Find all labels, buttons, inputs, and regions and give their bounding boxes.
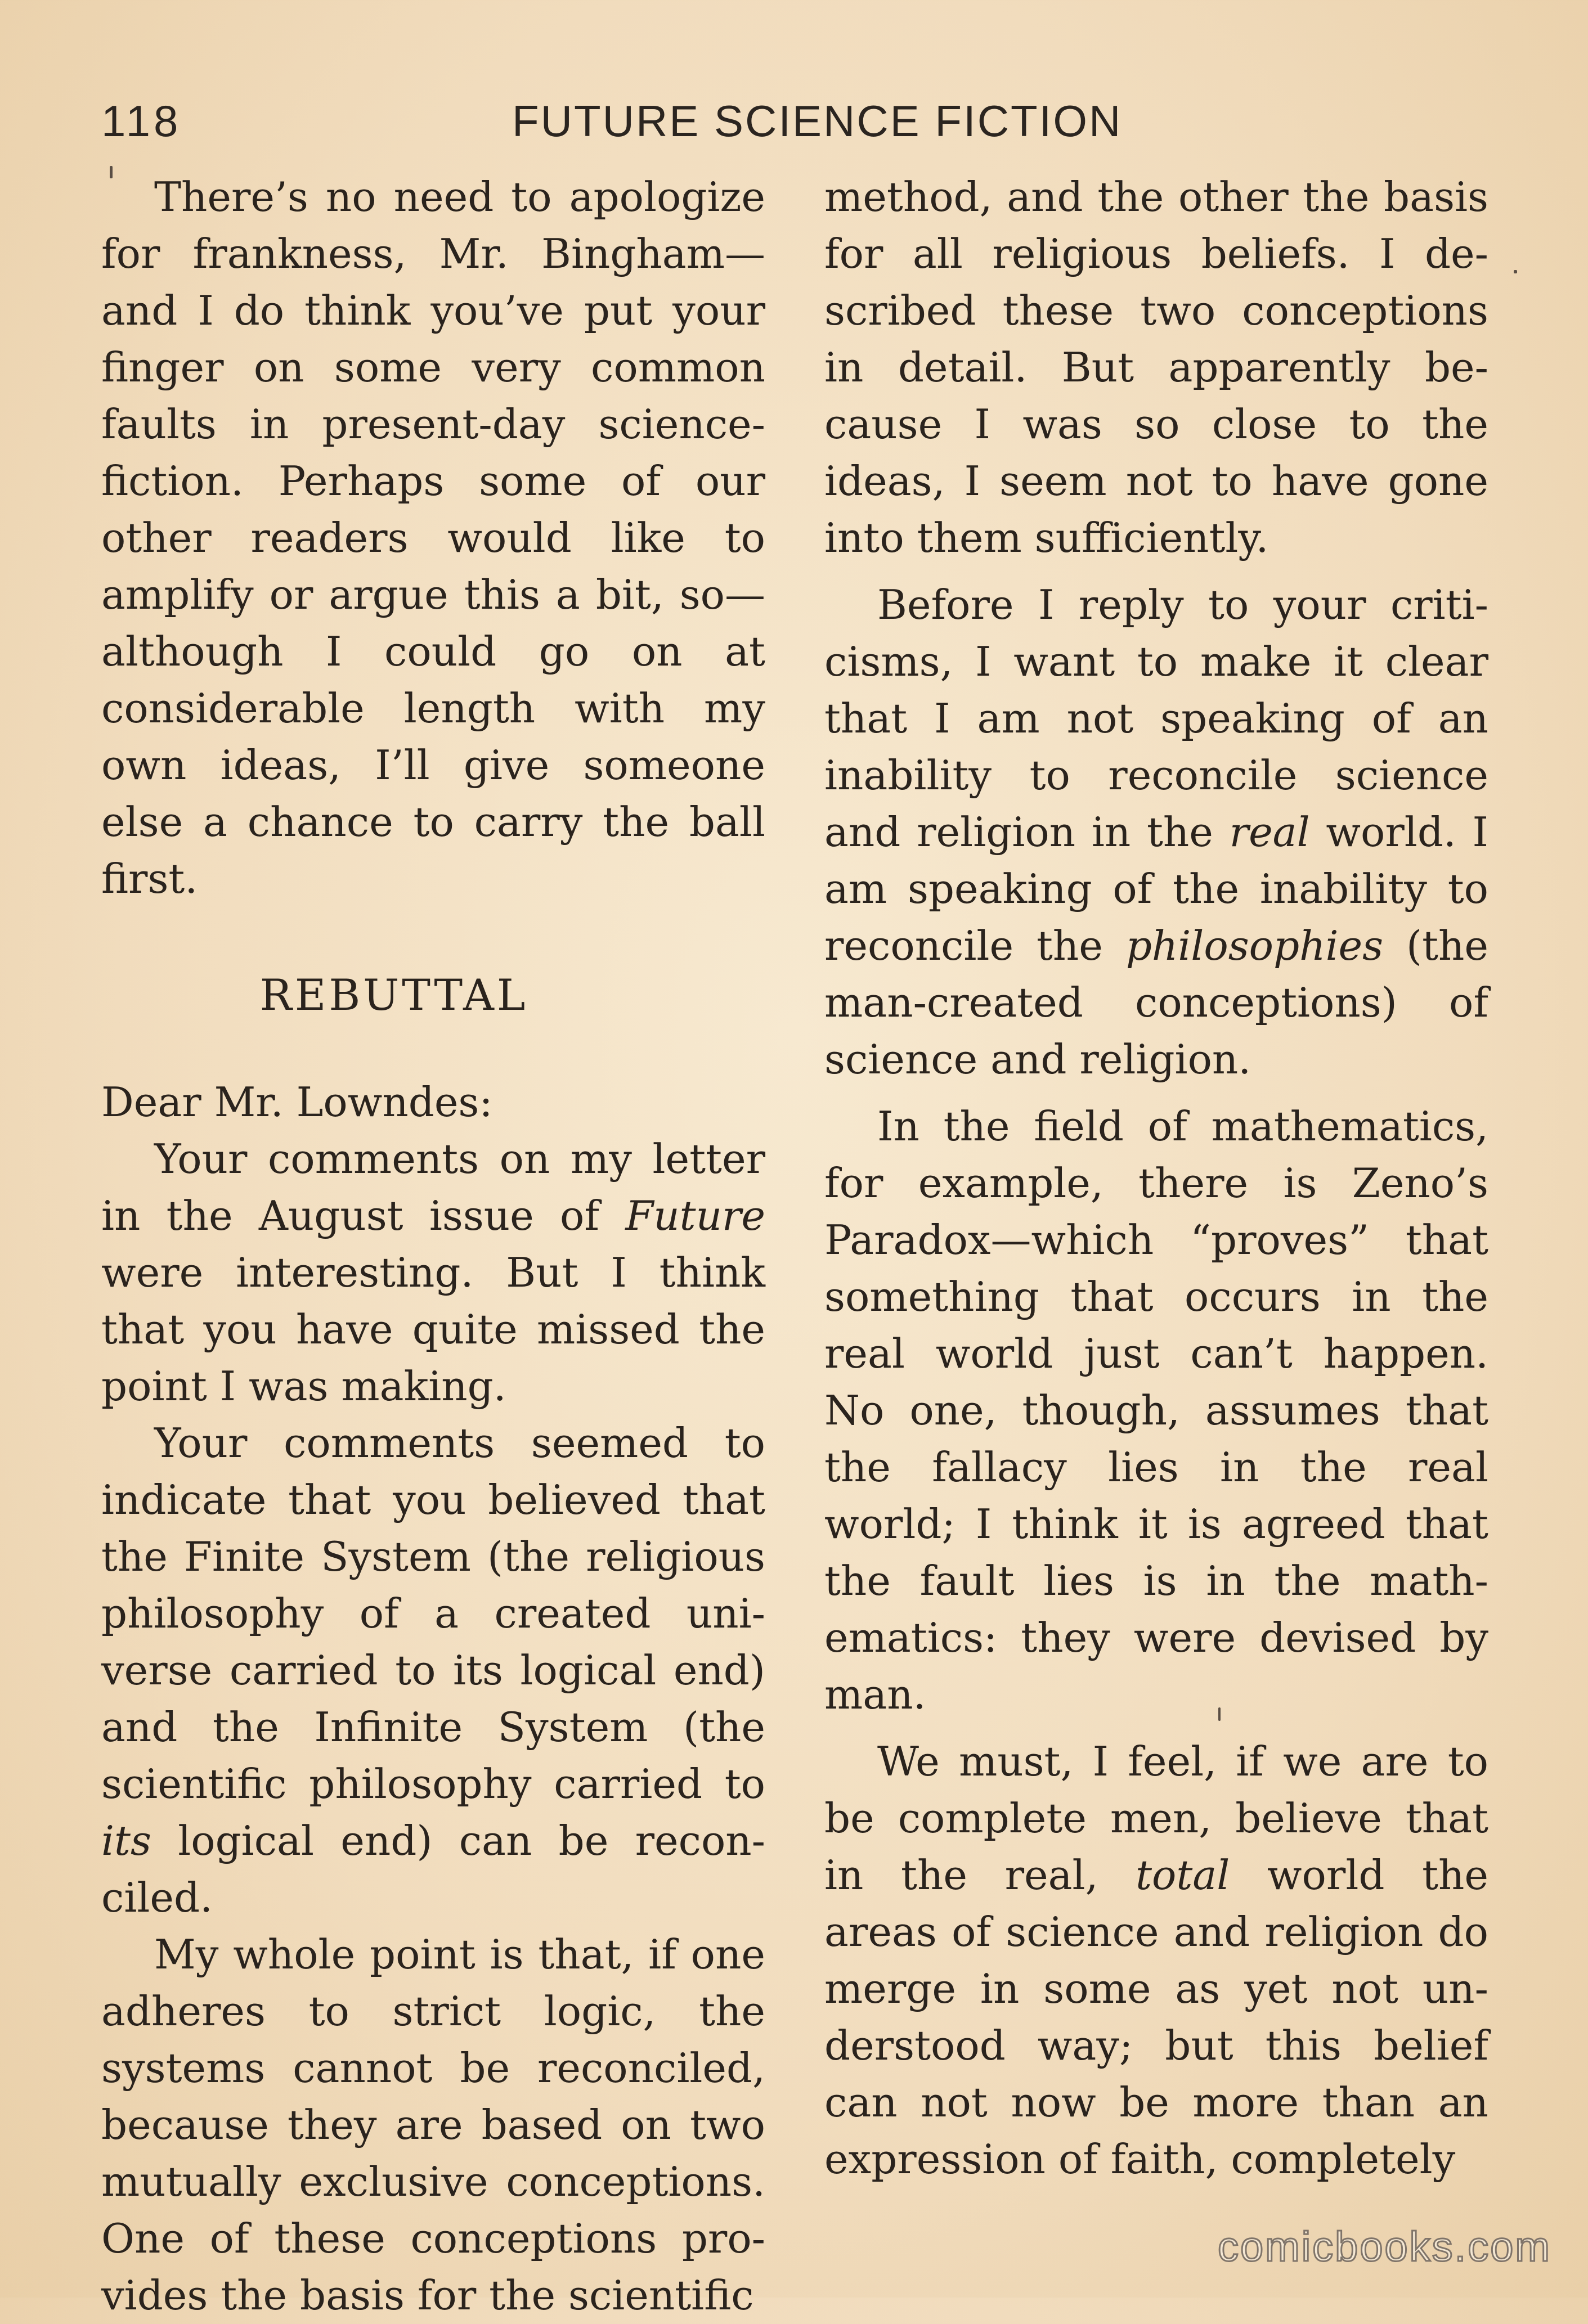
letter-paragraph-3: My whole point is that, if one adheres to strict logic, the systems cannot be reconciled, because they are based on two mutually exclusive conceptions. One of these conceptions provides the basis for the scientific <box>101 1931 765 2319</box>
print-speck <box>1514 270 1517 273</box>
running-title: FUTURE SCIENCE FICTION <box>512 96 1123 146</box>
text-run: were interesting. But I think that you have quite missed the point I was making. <box>101 1249 765 1410</box>
source-watermark: comicbooks.com <box>1217 2223 1551 2270</box>
letter-paragraph-continued: method, and the other the basis for all religious beliefs. I described these two conceptions in detail. But apparently because I was so close to the ideas, I seem not to have gone into them sufficiently. <box>824 173 1488 561</box>
text-run: Your comments seemed to indicate that you believed that the Finite System (the religious philosophy of a created universe carried to its logical end) and the Infinite System (the scientific philosophy carried to <box>101 1419 765 1808</box>
letter-paragraph-4 <box>824 577 1488 1088</box>
emphasis-italic: total <box>1136 1851 1230 1899</box>
letter-paragraph-5: In the field of mathematics, for example, there is Zeno’s Paradox—which “proves” that something that occurs in the real world just can’t happen. No one, though, assumes that the fallacy lies in the real world; I think it is agreed that the fault lies is in the mathematics: they were devised by man. <box>824 1103 1488 1718</box>
section-heading: REBUTTAL <box>259 970 528 1020</box>
magazine-title-italic: Future <box>625 1192 765 1239</box>
text-run: world the areas of science and religion do merge in some as yet not understood way; but this belief can not now be more than an expression of faith, completely <box>824 1851 1488 2183</box>
editor-reply-paragraph: There’s no need to apologize for frankness, Mr. Bingham—and I do think you’ve put your finger on some very common faults in present-day science-fiction. Perhaps some of our other readers would like to amplify or argue this a bit, so—although I could go on at considerable length with my own ideas, I’ll give someone else a chance to carry the ball first. <box>101 173 765 902</box>
emphasis-italic: philosophies <box>1125 922 1384 969</box>
text-run: logical end) can be reconciled. <box>101 1817 765 1921</box>
left-column <box>101 169 765 2324</box>
letter-salutation: Dear Mr. Lowndes: <box>101 1078 493 1126</box>
print-speck <box>1218 1707 1221 1721</box>
text-run: Your comments on my letter in the August issue of <box>101 1135 765 1239</box>
page-number: 118 <box>101 96 182 146</box>
print-speck <box>110 166 113 178</box>
right-column <box>824 169 1488 2188</box>
emphasis-italic: its <box>101 1817 151 1864</box>
letter-paragraph-1 <box>101 1131 765 1415</box>
text-run: (the man-created conceptions) of science and religion. <box>824 922 1488 1083</box>
emphasis-italic: real <box>1229 808 1310 856</box>
text-run: We must, I feel, if we are to be complete men, believe that in the real, <box>824 1738 1488 1899</box>
page-header <box>101 96 1486 158</box>
letter-paragraph-6 <box>824 1733 1488 2188</box>
text-run: Before I reply to your criticisms, I want to make it clear that I am not speaking of an inability to reconcile science and religion in the <box>824 581 1488 856</box>
text-run: world. I am speaking of the inability to reconcile the <box>824 808 1488 969</box>
letter-paragraph-2 <box>101 1415 765 1926</box>
